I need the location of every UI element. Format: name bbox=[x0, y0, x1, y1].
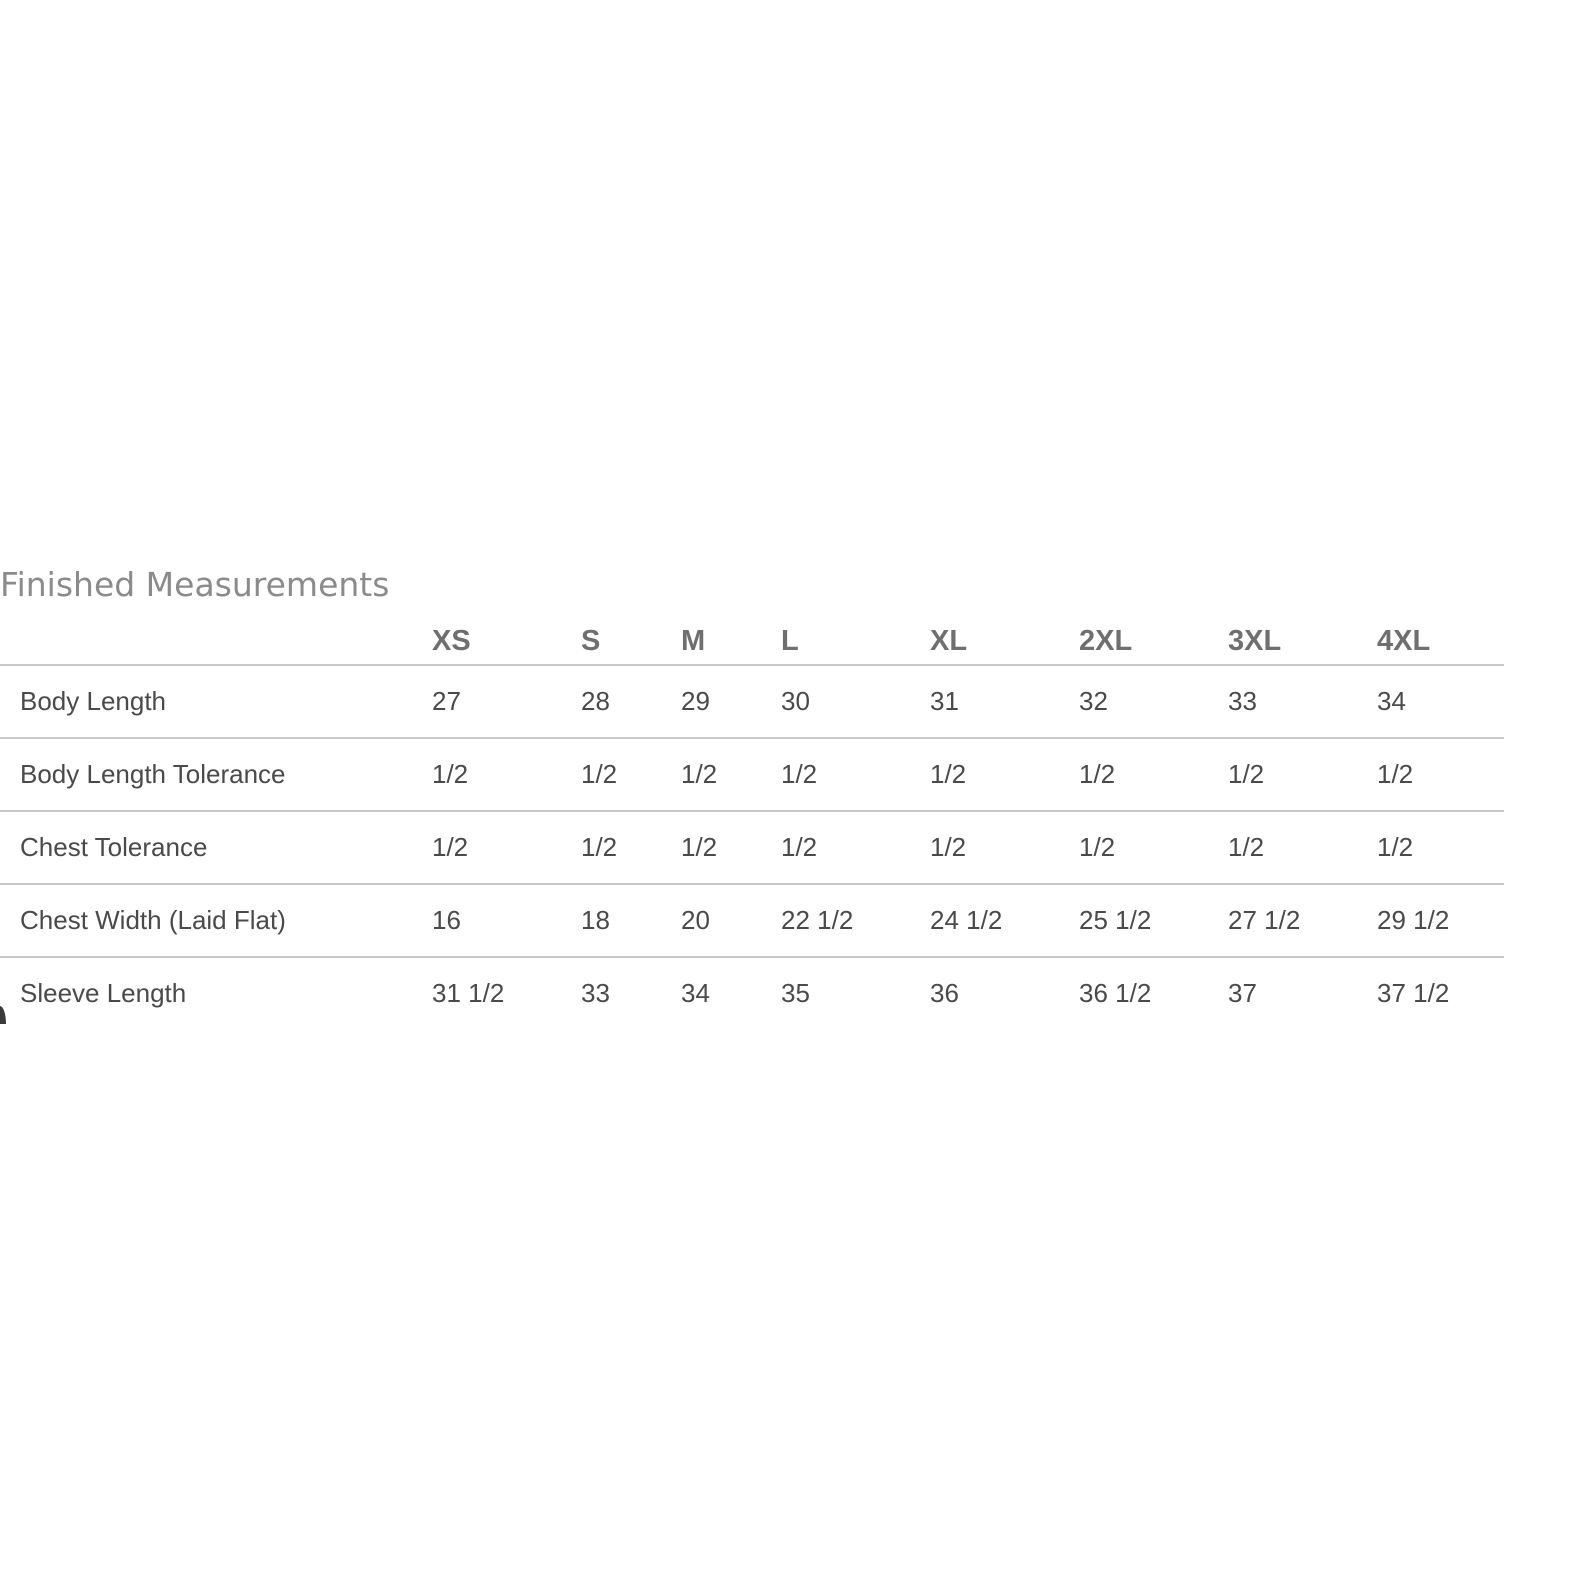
table-cell: 1/2 bbox=[1079, 738, 1228, 811]
table-cell: 16 bbox=[432, 884, 581, 957]
table-cell: 28 bbox=[581, 665, 681, 738]
table-cell: 1/2 bbox=[781, 738, 930, 811]
header-cell-xs: XS bbox=[432, 618, 581, 665]
measurements-table bbox=[0, 618, 1504, 1029]
table-cell: 32 bbox=[1079, 665, 1228, 738]
table-row bbox=[0, 811, 1504, 884]
table-row bbox=[0, 738, 1504, 811]
chart-title: Finished Measurements bbox=[0, 565, 390, 604]
table-cell: 34 bbox=[681, 978, 710, 1008]
table-cell: 36 1/2 bbox=[1079, 978, 1152, 1008]
table-cell: 33 bbox=[1228, 665, 1377, 738]
table-row bbox=[0, 884, 1504, 957]
table-cell: 30 bbox=[781, 665, 930, 738]
header-cell-m: M bbox=[681, 618, 781, 665]
header-cell-empty bbox=[0, 618, 432, 665]
table-cell: 1/2 bbox=[781, 811, 930, 884]
header-cell-3xl: 3XL bbox=[1228, 618, 1377, 665]
table-row bbox=[0, 957, 1504, 1029]
table-cell: 1/2 bbox=[681, 811, 781, 884]
header-cell-2xl: 2XL bbox=[1079, 618, 1228, 665]
table-cell: 1/2 bbox=[930, 811, 1079, 884]
header-cell-l: L bbox=[781, 618, 930, 665]
table-cell: 1/2 bbox=[1377, 738, 1504, 811]
table-cell: 29 bbox=[681, 665, 781, 738]
table-cell: 24 1/2 bbox=[930, 884, 1079, 957]
table-cell: 27 bbox=[432, 665, 581, 738]
row-label: Body Length bbox=[0, 665, 432, 738]
table-cell: 25 1/2 bbox=[1079, 884, 1228, 957]
table-cell: 20 bbox=[681, 884, 781, 957]
table-cell: 37 1/2 bbox=[1377, 978, 1450, 1008]
table-cell: 22 1/2 bbox=[781, 884, 930, 957]
size-chart bbox=[0, 560, 1504, 1026]
table-cell: 18 bbox=[581, 884, 681, 957]
header-cell-s: S bbox=[581, 618, 681, 665]
table-cell: 29 1/2 bbox=[1377, 884, 1504, 957]
table-cell: 1/2 bbox=[432, 811, 581, 884]
table-cell: 37 bbox=[1228, 978, 1257, 1008]
row-label: Chest Width (Laid Flat) bbox=[0, 884, 432, 957]
row-label: Body Length Tolerance bbox=[0, 738, 432, 811]
table-cell: 1/2 bbox=[681, 738, 781, 811]
table-cell: 1/2 bbox=[1079, 811, 1228, 884]
table-cell: 1/2 bbox=[432, 738, 581, 811]
table-row bbox=[0, 665, 1504, 738]
header-row bbox=[0, 618, 1504, 665]
table-cell: 31 bbox=[930, 665, 1079, 738]
table-cell: 1/2 bbox=[581, 811, 681, 884]
table-cell: 33 bbox=[581, 978, 610, 1008]
table-cell: 1/2 bbox=[581, 738, 681, 811]
table-cell: 1/2 bbox=[930, 738, 1079, 811]
table-cell: 36 bbox=[930, 978, 959, 1008]
table-cell: 31 1/2 bbox=[432, 978, 505, 1008]
table-cell: 1/2 bbox=[1228, 738, 1377, 811]
table-cell: 1/2 bbox=[1377, 811, 1504, 884]
header-cell-4xl: 4XL bbox=[1377, 618, 1504, 665]
header-cell-xl: XL bbox=[930, 618, 1079, 665]
row-label: Sleeve Length bbox=[20, 978, 187, 1008]
table-cell: 1/2 bbox=[1228, 811, 1377, 884]
table-cell: 35 bbox=[781, 978, 810, 1008]
table-cell: 27 1/2 bbox=[1228, 884, 1377, 957]
row-label: Chest Tolerance bbox=[0, 811, 432, 884]
table-cell: 34 bbox=[1377, 665, 1504, 738]
